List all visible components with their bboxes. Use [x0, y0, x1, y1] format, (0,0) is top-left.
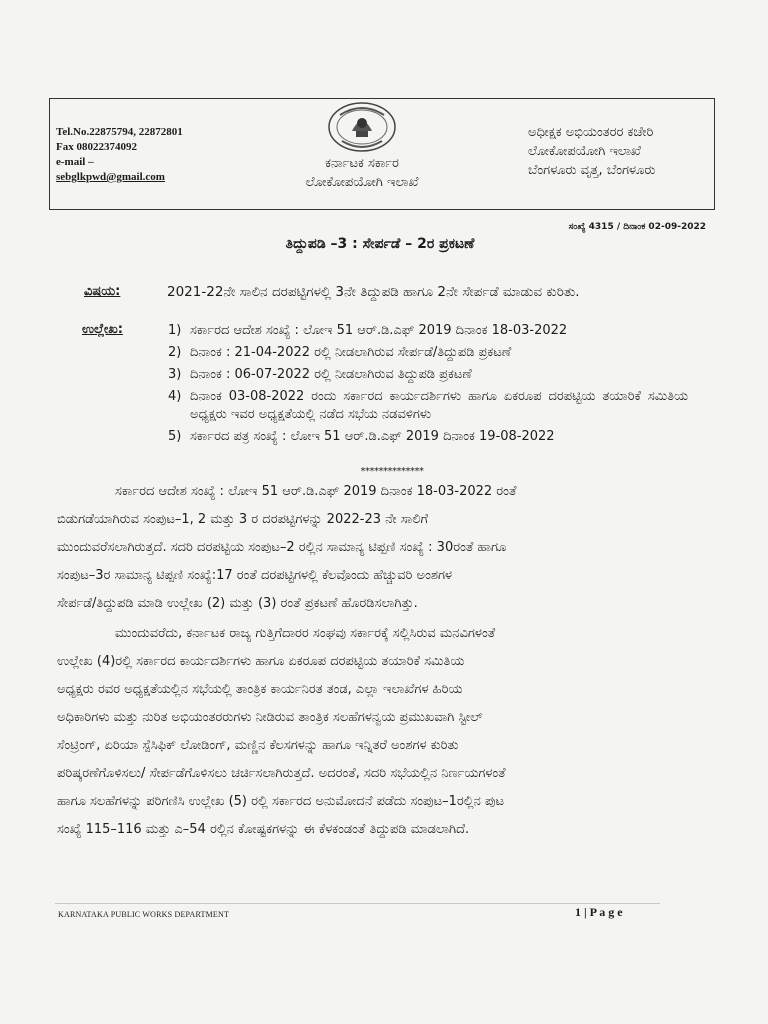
paragraph-line: ಪರಿಷ್ಕರಣೆಗೊಳಿಸಲು/ ಸೇರ್ಪಡೆಗೊಳಿಸಲು ಚರ್ಚಿಸಲಾಗಿರುತ್ತದೆ. ಅದರಂತೆ, ಸದರಿ ಸಭೆಯಲ್ಲಿನ ನಿರ್ಣಯಗಳಂತೆ: [57, 766, 506, 781]
telephone-number: Tel.No.22875794, 22872801: [56, 126, 183, 138]
paragraph-line: ಮುಂದುವರೆದು, ಕರ್ನಾಟಕ ರಾಜ್ಯ ಗುತ್ತಿಗೆದಾರರ ಸಂಘವು ಸರ್ಕಾರಕ್ಕೆ ಸಲ್ಲಿಸಿರುವ ಮನವಿಗಳಂತೆ: [115, 626, 496, 641]
reference-text: ದಿನಾಂಕ : 21-04-2022 ರಲ್ಲಿ ನೀಡಲಾಗಿರುವ ಸೇರ್ಪಡೆ/ತಿದ್ದುಪಡಿ ಪ್ರಕಟಣೆ: [190, 345, 512, 360]
office-address: [528, 123, 714, 180]
office-line-2: ಲೋಕೋಪಯೋಗಿ ಇಲಾಖೆ: [528, 144, 641, 159]
reference-item: [168, 388, 688, 424]
paragraph-line: ಬಿಡುಗಡೆಯಾಗಿರುವ ಸಂಪುಟ–1, 2 ಮತ್ತು 3 ರ ದರಪಟ್ಟಿಗಳನ್ನು 2022-23 ನೇ ಸಾಲಿಗೆ: [57, 512, 429, 527]
reference-text: ದಿನಾಂಕ : 06-07-2022 ರಲ್ಲಿ ನೀಡಲಾಗಿರುವ ತಿದ್ದುಪಡಿ ಪ್ರಕಟಣೆ: [190, 367, 472, 382]
references-list: [168, 322, 688, 446]
reference-text: ಸರ್ಕಾರದ ಆದೇಶ ಸಂಖ್ಯೆ : ಲೋಇ 51 ಆರ್.ಡಿ.ಎಫ್ 2019 ದಿನಾಂಕ 18-03-2022: [190, 323, 568, 338]
reference-number: 4): [168, 389, 182, 404]
fax-number: Fax 08022374092: [56, 141, 137, 153]
subject-label: ವಿಷಯ:: [84, 284, 121, 299]
department-name: ಲೋಕೋಪಯೋಗಿ ಇಲಾಖೆ: [305, 175, 419, 190]
references-label: ಉಲ್ಲೇಖ:: [82, 322, 123, 337]
reference-item: [168, 344, 688, 362]
reference-item: [168, 428, 688, 446]
paragraph-line: ಉಲ್ಲೇಖ (4)ರಲ್ಲಿ ಸರ್ಕಾರದ ಕಾರ್ಯದರ್ಶಿಗಳು ಹಾಗೂ ಏಕರೂಪ ದರಪಟ್ಟಿಯ ತಯಾರಿಕೆ ಸಮಿತಿಯ: [57, 654, 465, 669]
paragraph-line: ಸೆಂಟ್ರಿಂಗ್, ಏರಿಯಾ ಸ್ಪೆಸಿಫಿಕ್ ಲೋಡಿಂಗ್, ಮಣ್ಣಿನ ಕೆಲಸಗಳನ್ನು ಹಾಗೂ ಇನ್ನಿತರೆ ಅಂಶಗಳ ಕುರಿತು: [57, 738, 459, 753]
paragraph-line: ಸೇರ್ಪಡೆ/ತಿದ್ದುಪಡಿ ಮಾಡಿ ಉಲ್ಲೇಖ (2) ಮತ್ತು (3) ರಂತೆ ಪ್ರಕಟಣೆ ಹೊರಡಿಸಲಾಗಿತ್ತು.: [57, 596, 418, 611]
office-line-1: ಅಧೀಕ್ಷಕ ಅಭಿಯಂತರರ ಕಚೇರಿ: [528, 125, 654, 140]
paragraph-line: ಅಧ್ಯಕ್ಷರು ರವರ ಅಧ್ಯಕ್ಷತೆಯಲ್ಲಿನ ಸಭೆಯಲ್ಲಿ ತಾಂತ್ರಿಕ ಕಾರ್ಯನಿರತ ತಂಡ, ಎಲ್ಲಾ ಇಲಾಖೆಗಳ ಹಿರಿಯ: [57, 682, 463, 697]
paragraph-line: ಸರ್ಕಾರದ ಆದೇಶ ಸಂಖ್ಯೆ : ಲೋಇ 51 ಆರ್.ಡಿ.ಎಫ್ 2019 ದಿನಾಂಕ 18-03-2022 ರಂತೆ: [115, 484, 517, 499]
paragraph-line: ಹಾಗೂ ಸಲಹೆಗಳನ್ನು ಪರಿಗಣಿಸಿ ಉಲ್ಲೇಖ (5) ರಲ್ಲಿ ಸರ್ಕಾರದ ಅನುಮೋದನೆ ಪಡೆದು ಸಂಪುಟ–1ರಲ್ಲಿನ ಪುಟ: [57, 794, 505, 809]
paragraph-line: ಮುಂದುವರೆಸಲಾಗಿರುತ್ತದೆ. ಸದರಿ ದರಪಟ್ಟಿಯ ಸಂಪುಟ–2 ರಲ್ಲಿನ ಸಾಮಾನ್ಯ ಟಿಪ್ಪಣಿ ಸಂಖ್ಯೆ : 30ರಂತೆ ಹಾಗೂ: [57, 540, 507, 555]
reference-number: 2): [168, 345, 182, 360]
karnataka-emblem-icon: [326, 101, 398, 153]
footer-divider: [55, 903, 660, 904]
reference-number: 5): [168, 429, 182, 444]
paragraph-2: [57, 620, 657, 844]
reference-item: [168, 322, 688, 340]
government-name: ಕರ್ನಾಟಕ ಸರ್ಕಾರ: [325, 156, 399, 171]
reference-text: ಸರ್ಕಾರದ ಪತ್ರ ಸಂಖ್ಯೆ : ಲೋಇ 51 ಆರ್.ಡಿ.ಎಫ್ 2019 ದಿನಾಂಕ 19-08-2022: [190, 429, 555, 444]
contact-block: [56, 125, 226, 185]
order-number: ಸಂಖ್ಯೆ 4315 / ದಿನಾಂಕ 02-09-2022: [568, 222, 706, 232]
separator: **************: [360, 466, 424, 477]
paragraph-line: ಸಂಖ್ಯೆ 115–116 ಮತ್ತು ಎ–54 ರಲ್ಲಿನ ಕೋಷ್ಟಕಗಳನ್ನು ಈ ಕೆಳಕಂಡಂತೆ ತಿದ್ದುಪಡಿ ಮಾಡಲಾಗಿದೆ.: [57, 822, 470, 837]
paragraph-line: ಅಧಿಕಾರಿಗಳು ಮತ್ತು ನುರಿತ ಅಭಿಯಂತರರುಗಳು ನೀಡಿರುವ ತಾಂತ್ರಿಕ ಸಲಹೆಗಳನ್ವಯ ಪ್ರಮುಖವಾಗಿ ಸ್ಟೀಲ್: [57, 710, 483, 725]
paragraph-1: [57, 478, 657, 618]
email-address: sebglkpwd@gmail.com: [56, 171, 165, 183]
paragraph-line: ಸಂಪುಟ–3ರ ಸಾಮಾನ್ಯ ಟಿಪ್ಪಣಿ ಸಂಖ್ಯೆ:17 ರಂತೆ ದರಪಟ್ಟಿಗಳಲ್ಲಿ ಕೆಲವೊಂದು ಹೆಚ್ಚುವರಿ ಅಂಶಗಳ: [57, 568, 453, 583]
reference-text: ದಿನಾಂಕ 03-08-2022 ರಂದು ಸರ್ಕಾರದ ಕಾರ್ಯದರ್ಶಿಗಳು ಹಾಗೂ ಏಕರೂಪ ದರಪಟ್ಟಿಯ ತಯಾರಿಕೆ ಸಮಿತಿಯ ಅಧ್ಯಕ್ಷರು ಇವರ ಅಧ್ಯಕ್ಷತೆಯಲ್ಲಿ ನಡೆದ ಸಭೆಯ ನಡವಳಿಗಳು: [190, 389, 688, 422]
reference-item: [168, 366, 688, 384]
document-title: ತಿದ್ದುಪಡಿ –3 : ಸೇರ್ಪಡೆ – 2ರ ಪ್ರಕಟಣೆ: [285, 236, 475, 252]
subject-text: 2021-22ನೇ ಸಾಲಿನ ದರಪಟ್ಟಿಗಳಲ್ಲಿ 3ನೇ ತಿದ್ದುಪಡಿ ಹಾಗೂ 2ನೇ ಸೇರ್ಪಡೆ ಮಾಡುವ ಕುರಿತು.: [167, 284, 580, 300]
office-line-3: ಬೆಂಗಳೂರು ವೃತ್ತ, ಬೆಂಗಳೂರು: [528, 163, 656, 178]
reference-number: 1): [168, 323, 182, 338]
footer-department: KARNATAKA PUBLIC WORKS DEPARTMENT: [58, 910, 230, 919]
page-number: 1 | P a g e: [575, 905, 623, 919]
reference-number: 3): [168, 367, 182, 382]
government-title: [250, 154, 474, 192]
email-label: e-mail –: [56, 156, 94, 168]
letterhead-box: [49, 98, 715, 210]
